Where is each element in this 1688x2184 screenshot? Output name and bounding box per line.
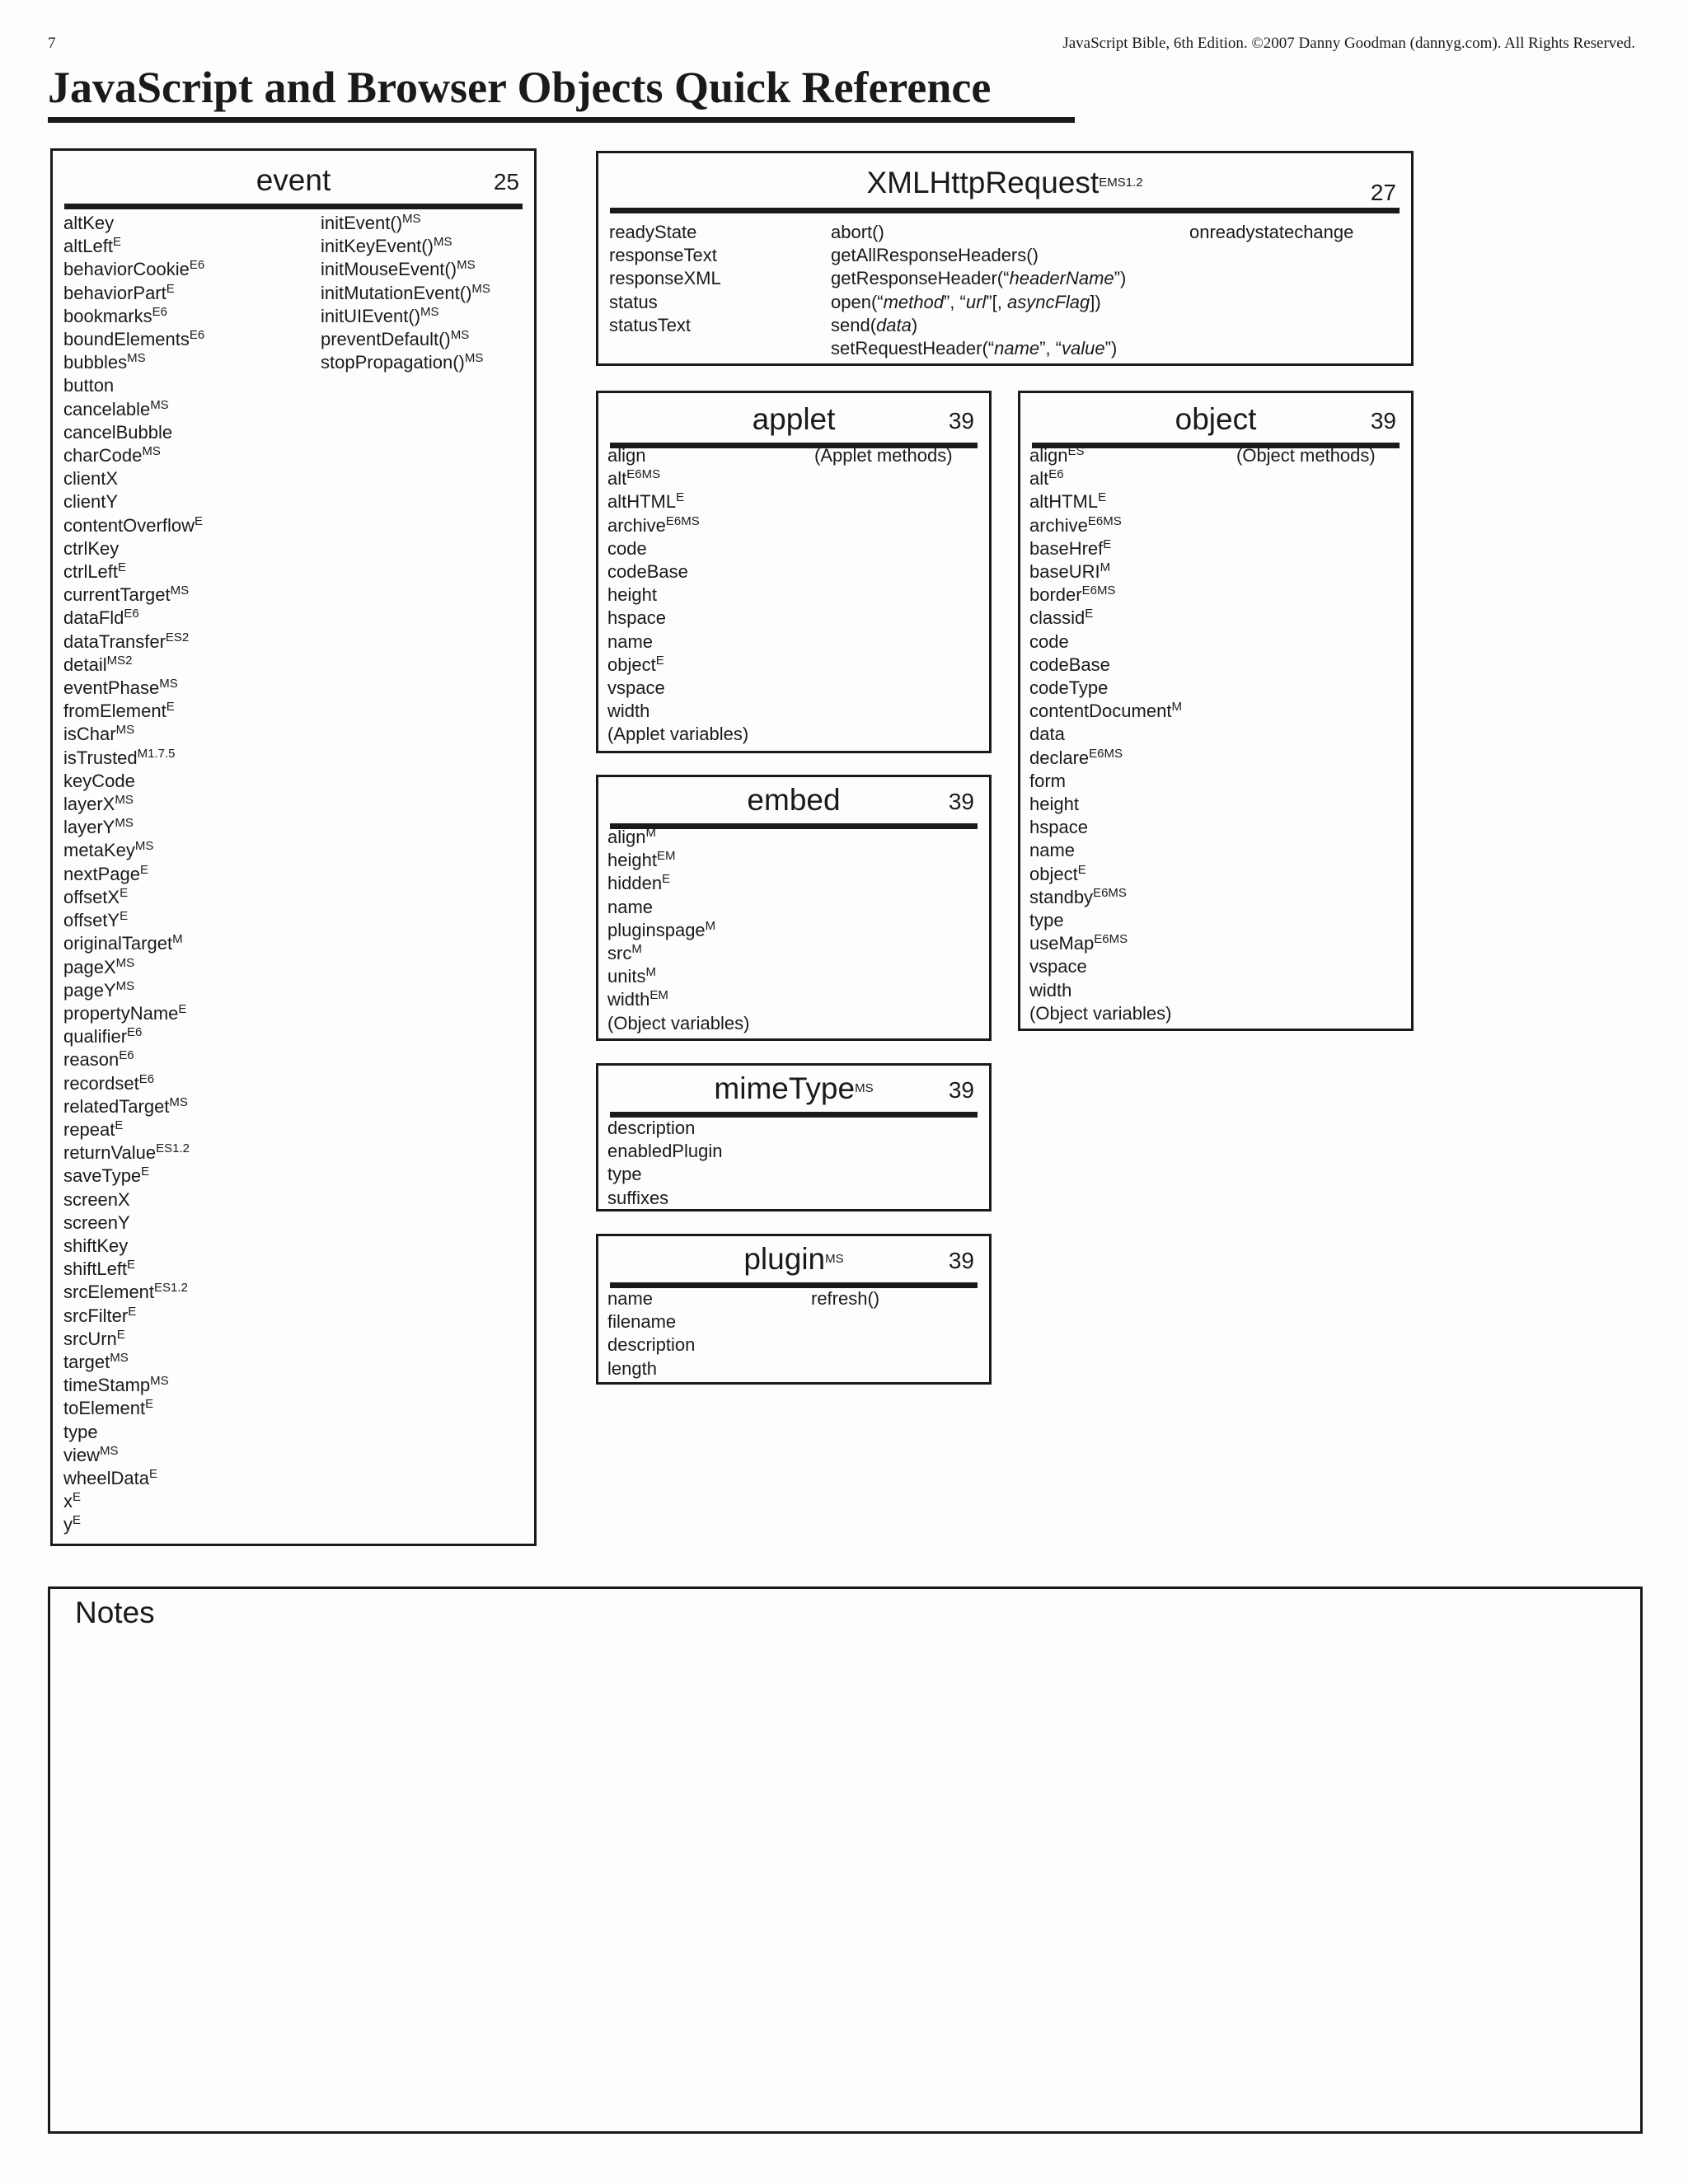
list-item: screenX (63, 1188, 130, 1210)
list-item: wheelData$^E$ (63, 1466, 157, 1488)
object-properties (1029, 444, 1182, 1025)
plugin-title (610, 1236, 978, 1282)
event-box (50, 148, 537, 1546)
notes-title: Notes (75, 1596, 155, 1629)
list-item: behaviorPart$^E$ (63, 281, 175, 303)
list-item: currentTarget$^{MS}$ (63, 583, 190, 606)
list-item: declare$^{E6MS}$ (1029, 746, 1123, 768)
support-tag: E (73, 1513, 82, 1528)
object-title: object (1175, 402, 1257, 436)
list-item: $x^E$ (63, 1489, 82, 1512)
list-item: height (1029, 794, 1079, 815)
support-tag: E6MS (1094, 932, 1128, 947)
list-item: hspace (607, 607, 666, 629)
support-tag: ES1.2 (156, 1141, 190, 1155)
notes-box[interactable] (48, 1586, 1643, 2134)
list-item: (Applet methods) (814, 445, 953, 466)
list-item: offsetY$^E$ (63, 908, 129, 931)
list-item: alt$^{E6}$ (1029, 466, 1064, 490)
list-item: srcElement$^{ES1.2}$ (63, 1281, 188, 1303)
support-tag: M (1171, 699, 1182, 714)
list-item: form (1029, 770, 1066, 791)
support-tag: ES (1067, 443, 1085, 458)
xmlhttprequest-tag: EMS1.2 (1099, 175, 1143, 190)
support-tag: MS (402, 211, 421, 226)
mimetype-properties (607, 1117, 722, 1210)
list-item: isChar$^{MS}$ (63, 723, 135, 745)
list-item: toElement$^E$ (63, 1397, 154, 1419)
list-item: vspace (607, 677, 665, 699)
list-item: dataFld$^{E6}$ (63, 607, 139, 629)
list-item: responseText (609, 245, 717, 266)
list-item: units$^M$ (607, 964, 656, 987)
support-tag: E (116, 1327, 125, 1342)
support-tag: MS (457, 258, 476, 273)
list-item: recordset$^{E6}$ (63, 1071, 155, 1094)
support-tag: M (705, 918, 716, 933)
list-item: screenY (63, 1212, 130, 1233)
support-tag: MS (450, 327, 470, 342)
mimetype-title (610, 1066, 978, 1112)
support-tag: MS (115, 816, 134, 831)
list-item: initEvent()$^{MS}$ (321, 211, 421, 233)
list-item: contentDocument$^M$ (1029, 699, 1182, 722)
support-tag: E6 (189, 258, 205, 273)
support-tag: MS (110, 1350, 129, 1365)
xmlhttprequest-title (610, 158, 1400, 208)
support-tag: E (120, 885, 129, 900)
list-item: responseXML (609, 268, 721, 289)
list-item: baseURI$^M$ (1029, 560, 1111, 583)
embed-header (610, 777, 978, 829)
list-item: object$^E$ (607, 653, 664, 675)
applet-page-ref: 39 (948, 408, 974, 434)
list-item: height$^{EM}$ (607, 848, 676, 871)
list-item: setRequestHeader(“name”, “value”) (831, 338, 1118, 359)
list-item: metaKey$^{MS}$ (63, 839, 154, 861)
plugin-page-ref: 39 (948, 1248, 974, 1273)
support-tag: E6MS (1093, 885, 1127, 900)
list-item: keyCode (63, 770, 135, 791)
list-item: name (607, 896, 654, 917)
support-tag: E6 (127, 1024, 143, 1039)
plugin-methods (811, 1287, 879, 1310)
support-tag: MS (471, 281, 490, 296)
list-item: cancelable$^{MS}$ (63, 397, 169, 419)
event-methods (321, 212, 490, 374)
list-item: refresh() (811, 1288, 880, 1309)
list-item: description (607, 1334, 696, 1356)
mimetype-page-ref: 39 (948, 1077, 974, 1103)
list-item: timeStamp$^{MS}$ (63, 1373, 169, 1396)
list-item: src$^M$ (607, 941, 642, 964)
list-item: clientX (63, 468, 119, 490)
support-tag: E (178, 1001, 187, 1016)
plugin-box (596, 1234, 992, 1385)
support-tag: E6 (189, 327, 205, 342)
list-item: name (607, 1288, 654, 1309)
list-item: width (1029, 979, 1072, 1001)
list-item: altLeft$^E$ (63, 234, 121, 257)
list-item: offsetX$^E$ (63, 885, 129, 907)
list-item: qualifier$^{E6}$ (63, 1024, 143, 1047)
xmlhttprequest-methods (831, 221, 1126, 360)
list-item: name (607, 630, 654, 652)
list-item: standby$^{E6MS}$ (1029, 885, 1127, 907)
list-item: ctrlKey (63, 537, 120, 559)
list-item: contentOverflow$^E$ (63, 513, 203, 536)
object-methods (1236, 444, 1376, 467)
support-tag: E (148, 1466, 157, 1481)
list-item: initMouseEvent()$^{MS}$ (321, 258, 476, 280)
support-tag: E6MS (665, 513, 700, 528)
support-tag: E (139, 862, 148, 877)
list-item: send(data) (831, 314, 918, 335)
support-tag: MS (159, 676, 178, 691)
list-item: detail$^{MS2}$ (63, 653, 133, 675)
support-tag: MS (142, 443, 161, 458)
support-tag: M (1100, 560, 1111, 574)
support-tag: E (1085, 607, 1094, 621)
support-tag: E (1103, 537, 1112, 551)
list-item: useMap$^{E6MS}$ (1029, 932, 1128, 954)
page-title: JavaScript and Browser Objects Quick Reference (48, 58, 1075, 123)
list-item: bubbles$^{MS}$ (63, 350, 146, 373)
list-item: reason$^{E6}$ (63, 1048, 134, 1071)
support-tag: EM (656, 848, 676, 863)
list-item: relatedTarget$^{MS}$ (63, 1094, 188, 1117)
list-item: code (1029, 630, 1069, 652)
list-item: length (607, 1357, 657, 1379)
list-item: border$^{E6MS}$ (1029, 583, 1116, 606)
list-item: statusText (609, 314, 692, 335)
support-tag: M (645, 964, 656, 979)
list-item: status (609, 291, 658, 312)
list-item: srcFilter$^E$ (63, 1304, 137, 1326)
list-item: onreadystatechange (1189, 222, 1354, 242)
support-tag: EM (649, 988, 668, 1003)
support-tag: E (166, 281, 175, 296)
support-tag: ES1.2 (154, 1281, 188, 1296)
support-tag: E6 (152, 304, 167, 319)
event-title: event (256, 163, 331, 197)
list-item: width (607, 701, 650, 722)
support-tag: E (194, 513, 203, 528)
list-item: getResponseHeader(“headerName”) (831, 268, 1127, 289)
list-item: (Object variables) (1029, 1002, 1172, 1024)
support-tag: MS (115, 978, 135, 993)
list-item: view$^{MS}$ (63, 1443, 119, 1465)
list-item: initMutationEvent()$^{MS}$ (321, 281, 490, 303)
copyright-notice: JavaScript Bible, 6th Edition. ©2007 Danny Goodman (dannyg.com). All Rights Reserved. (1062, 35, 1635, 52)
support-tag: M (172, 932, 183, 947)
support-tag: MS (420, 304, 439, 319)
list-item: type (63, 1421, 98, 1442)
support-tag: M (645, 825, 656, 840)
support-tag: MS (127, 350, 146, 365)
list-item: stopPropagation()$^{MS}$ (321, 350, 484, 373)
support-tag: E (120, 908, 129, 923)
list-item: dataTransfer$^{ES2}$ (63, 630, 190, 652)
support-tag: E6MS (626, 466, 661, 481)
list-item: width$^{EM}$ (607, 988, 668, 1010)
list-item: hspace (1029, 817, 1088, 838)
list-item: layerX$^{MS}$ (63, 792, 134, 815)
support-tag: MS (115, 792, 134, 807)
plugin-name: plugin (743, 1242, 826, 1276)
plugin-header (610, 1236, 978, 1288)
support-tag: E (655, 653, 664, 668)
list-item: cancelBubble (63, 421, 173, 443)
list-item: preventDefault()$^{MS}$ (321, 327, 470, 350)
list-item: ctrlLeft$^E$ (63, 560, 127, 583)
list-item: layerY$^{MS}$ (63, 816, 134, 838)
list-item: archive$^{E6MS}$ (607, 513, 700, 536)
support-tag: MS (433, 234, 452, 249)
support-tag: E6 (119, 1048, 134, 1063)
xmlhttprequest-name: XMLHttpRequest (866, 166, 1100, 199)
support-tag: MS (170, 583, 190, 598)
list-item: align (607, 445, 646, 466)
mimetype-tag: MS (855, 1080, 874, 1095)
list-item: object$^E$ (1029, 862, 1086, 884)
support-tag: MS (100, 1443, 119, 1458)
list-item: (Object variables) (607, 1012, 750, 1033)
list-item: shiftKey (63, 1235, 129, 1256)
list-item: readyState (609, 222, 697, 242)
list-item: open(“method”, “url”[, asyncFlag]) (831, 291, 1101, 312)
support-tag: MS (115, 723, 135, 738)
list-item: height (607, 584, 657, 606)
xmlhttprequest-events (1189, 221, 1353, 244)
list-item: suffixes (607, 1187, 669, 1208)
event-properties (63, 212, 204, 1537)
support-tag: E (676, 490, 685, 505)
support-tag: E (166, 700, 175, 715)
list-item: align$^{ES}$ (1029, 443, 1085, 466)
support-tag: E6 (138, 1071, 155, 1086)
list-item: code (607, 537, 647, 559)
event-page-ref: 25 (493, 169, 519, 194)
support-tag: E6MS (1089, 746, 1123, 761)
list-item: pluginspage$^M$ (607, 918, 716, 940)
support-tag: MS (150, 1373, 169, 1388)
list-item: altKey (63, 213, 115, 233)
plugin-tag: MS (825, 1251, 844, 1266)
embed-page-ref: 39 (948, 789, 974, 814)
list-item: (Applet variables) (607, 724, 749, 745)
list-item: classid$^E$ (1029, 607, 1094, 629)
list-item: eventPhase$^{MS}$ (63, 676, 178, 699)
object-header (1032, 396, 1400, 448)
mimetype-name: mimeType (714, 1071, 856, 1105)
list-item: initUIEvent()$^{MS}$ (321, 304, 439, 326)
support-tag: MS (464, 350, 484, 365)
list-item: initKeyEvent()$^{MS}$ (321, 234, 452, 257)
list-item: codeBase (607, 561, 688, 583)
list-item: pageY$^{MS}$ (63, 978, 135, 1001)
applet-box (596, 391, 992, 753)
list-item: (Object methods) (1236, 445, 1376, 466)
support-tag: E (662, 872, 671, 887)
list-item: srcUrn$^E$ (63, 1327, 125, 1349)
support-tag: E6MS (1081, 583, 1116, 598)
support-tag: MS (115, 955, 135, 970)
support-tag: E (127, 1257, 136, 1272)
mimetype-header (610, 1066, 978, 1118)
list-item: $y^E$ (63, 1513, 82, 1535)
embed-properties (607, 826, 749, 1035)
support-tag: MS2 (106, 653, 133, 668)
list-item: baseHref$^E$ (1029, 537, 1112, 559)
xmlhttprequest-page-ref: 27 (1370, 180, 1396, 205)
list-item: data (1029, 724, 1065, 745)
applet-title: applet (752, 402, 836, 436)
list-item: getAllResponseHeaders() (831, 245, 1039, 266)
support-tag: MS (150, 397, 169, 412)
support-tag: MS (169, 1094, 188, 1109)
list-item: pageX$^{MS}$ (63, 955, 135, 977)
list-item: vspace (1029, 956, 1087, 977)
list-item: enabledPlugin (607, 1141, 723, 1162)
list-item: abort() (831, 222, 884, 242)
list-item: type (607, 1164, 642, 1185)
list-item: bookmarks$^{E6}$ (63, 304, 167, 326)
support-tag: E (141, 1165, 150, 1179)
list-item: altHTML$^E$ (607, 490, 685, 513)
applet-methods (814, 444, 953, 467)
list-item: propertyName$^E$ (63, 1001, 187, 1024)
mimetype-box (596, 1063, 992, 1212)
list-item: type (1029, 910, 1064, 931)
support-tag: E (145, 1397, 154, 1412)
support-tag: E (1077, 862, 1086, 877)
list-item: charCode$^{MS}$ (63, 443, 161, 466)
list-item: codeType (1029, 677, 1109, 699)
embed-title: embed (747, 783, 841, 817)
list-item: fromElement$^E$ (63, 700, 175, 722)
support-tag: E (115, 1118, 124, 1132)
list-item: clientY (63, 491, 119, 513)
xmlhttprequest-properties (609, 221, 721, 337)
list-item: button (63, 375, 115, 396)
list-item: shiftLeft$^E$ (63, 1257, 136, 1280)
list-item: description (607, 1118, 696, 1138)
support-tag: M1.7.5 (137, 746, 176, 761)
list-item: returnValue$^{ES1.2}$ (63, 1141, 190, 1164)
list-item: altHTML$^E$ (1029, 490, 1107, 513)
support-tag: E (112, 234, 121, 249)
embed-box (596, 775, 992, 1041)
support-tag: E (73, 1489, 82, 1504)
object-box (1018, 391, 1414, 1031)
list-item: nextPage$^E$ (63, 862, 148, 884)
applet-header (610, 396, 978, 448)
list-item: codeBase (1029, 654, 1110, 675)
support-tag: M (631, 941, 642, 956)
support-tag: ES2 (165, 630, 190, 644)
xmlhttprequest-box (596, 151, 1414, 366)
list-item: isTrusted$^{M1.7.5}$ (63, 746, 176, 768)
list-item: target$^{MS}$ (63, 1350, 129, 1372)
support-tag: E (118, 560, 127, 574)
object-page-ref: 39 (1370, 408, 1396, 434)
support-tag: E (128, 1304, 137, 1319)
xmlhttprequest-header (610, 158, 1400, 213)
list-item: originalTarget$^M$ (63, 932, 183, 954)
support-tag: MS (134, 839, 154, 854)
support-tag: E6MS (1087, 513, 1122, 528)
list-item: alt$^{E6MS}$ (607, 466, 661, 490)
page-number: 7 (48, 35, 56, 52)
list-item: boundElements$^{E6}$ (63, 327, 205, 350)
list-item: saveType$^E$ (63, 1165, 150, 1187)
support-tag: E (1098, 490, 1107, 505)
event-header (64, 157, 523, 209)
applet-properties (607, 444, 748, 747)
support-tag: E6 (1048, 466, 1064, 481)
list-item: align$^M$ (607, 825, 656, 847)
list-item: filename (607, 1311, 677, 1333)
list-item: name (1029, 840, 1076, 861)
list-item: behaviorCookie$^{E6}$ (63, 258, 205, 280)
plugin-properties (607, 1287, 695, 1380)
list-item: hidden$^E$ (607, 872, 671, 894)
support-tag: E6 (124, 607, 139, 621)
list-item: repeat$^E$ (63, 1118, 124, 1140)
list-item: archive$^{E6MS}$ (1029, 513, 1122, 536)
